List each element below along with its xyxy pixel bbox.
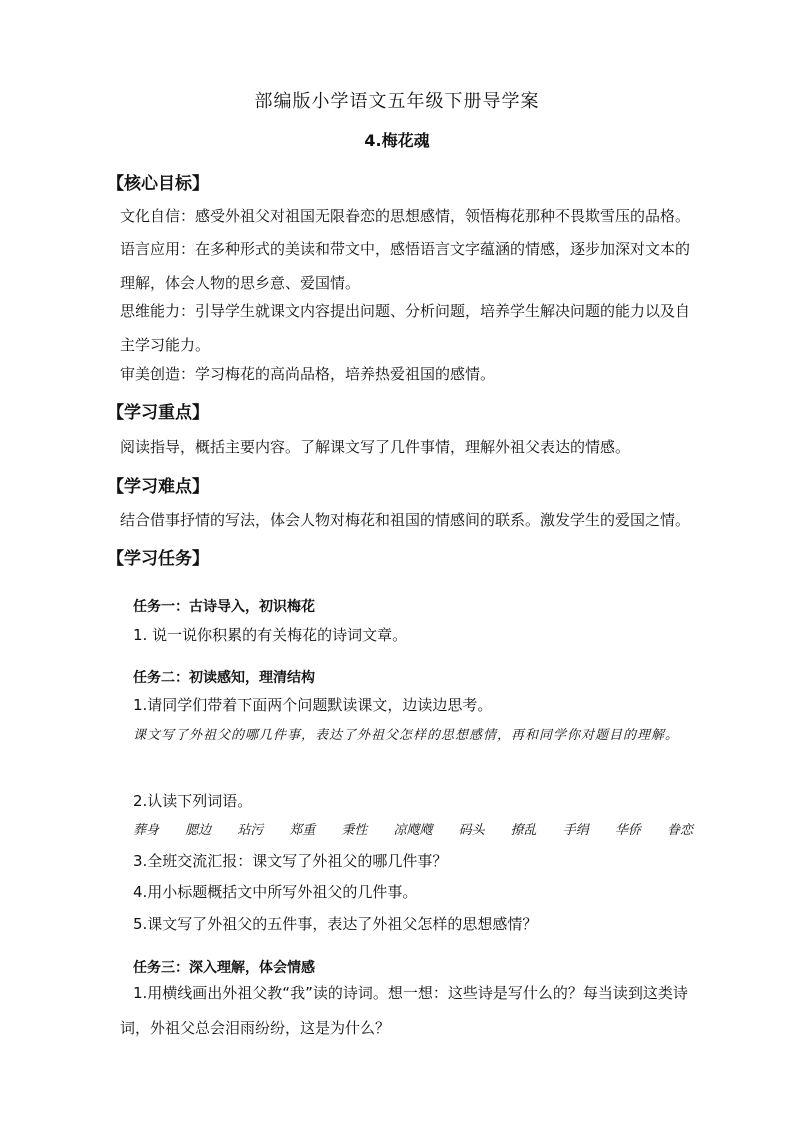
objective-aesthetic: 审美创造：学习梅花的高尚品格，培养热爱祖国的感情。 [120,365,496,383]
heading-core-objectives: 【核心目标】 [107,174,209,194]
task2-item-4: 4.用小标题概括文中所写外祖父的几件事。 [133,883,418,901]
task3-title: 任务三：深入理解，体会情感 [133,960,315,976]
vocabulary-list [133,819,693,838]
vocab-word: 华侨 [614,823,641,838]
task2-item-3: 3.全班交流汇报：课文写了外祖父的哪几件事？ [133,852,448,870]
task2-item-2: 2.认读下列词语。 [133,792,253,810]
objective-thinking: 思维能力：引导学生就课文内容提出问题、分析问题，培养学生解决问题的能力以及自主学习能力。 [120,302,691,354]
vocab-word: 葬身 [133,823,160,838]
difficulties-text: 结合借事抒情的写法，体会人物对梅花和祖国的情感间的联系。激发学生的爱国之情。 [120,511,691,529]
vocab-word: 郑重 [289,823,316,838]
task2-item-5: 5.课文写了外祖父的五件事，表达了外祖父怎样的思想感情？ [133,915,538,933]
vocab-word: 凉飕飕 [393,823,433,838]
vocab-word: 秉性 [341,823,368,838]
lesson-title: 4.梅花魂 [364,131,430,150]
heading-key-points: 【学习重点】 [107,403,209,423]
vocab-word: 玷污 [237,823,264,838]
vocab-word: 腮边 [185,823,212,838]
heading-learning-tasks: 【学习任务】 [107,549,209,569]
task3-item-1: 1.用横线画出外祖父教“我”读的诗词。想一想：这些诗是写什么的？每当读到这类诗词，外祖父总会泪雨纷纷，这是为什么？ [120,984,688,1037]
vocab-word: 眷恋 [666,823,693,838]
task1-title: 任务一：古诗导入，初识梅花 [133,599,315,615]
vocab-word: 码头 [458,823,485,838]
objective-culture: 文化自信：感受外祖父对祖国无限眷恋的思想感情，领悟梅花那种不畏欺雪压的品格。 [120,207,691,225]
document-title: 部编版小学语文五年级下册导学案 [254,91,540,112]
key-points-text: 阅读指导，概括主要内容。了解课文写了几件事情，理解外祖父表达的情感。 [120,438,631,456]
vocab-word: 撩乱 [510,823,537,838]
task2-title: 任务二：初读感知，理清结构 [133,670,315,686]
task2-item-1: 1.请同学们带着下面两个问题默读课文，边读边思考。 [133,696,493,714]
task1-item-1: 1. 说一说你积累的有关梅花的诗词文章。 [133,626,408,644]
vocab-word: 手绢 [562,823,589,838]
objective-language: 语言应用：在多种形式的美读和带文中，感悟语言文字蕴涵的情感，逐步加深对文本的理解，体会人物的思乡意、爱国情。 [120,240,691,292]
task2-handwritten-prompt: 课文写了外祖父的哪几件事，表达了外祖父怎样的思想感情，再和同学你对题目的理解。 [133,728,680,743]
heading-difficulties: 【学习难点】 [107,477,209,497]
